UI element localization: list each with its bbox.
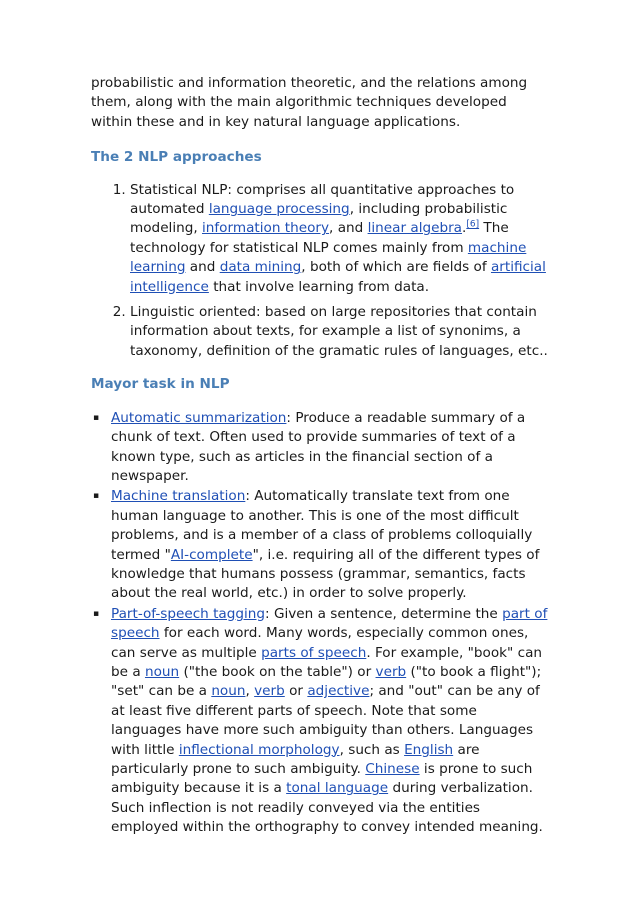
heading-major-tasks: Mayor task in NLP [91, 376, 230, 393]
text: , both of which are fields of [301, 259, 491, 276]
text: or [284, 683, 308, 700]
link-information-theory[interactable]: information theory [202, 220, 330, 237]
link-machine-translation[interactable]: Machine translation [111, 488, 246, 505]
link-part-of-speech[interactable]: part of speech [111, 605, 548, 642]
link-inflectional-morphology[interactable]: inflectional morphology [178, 741, 340, 758]
tasks-list [91, 409, 548, 838]
text: ", i.e. requiring all of the different types of knowledge that humans possess (grammar, semantics, facts about the real world, etc.) in order to solve properly. [111, 546, 540, 602]
link-artificial-intelligence[interactable]: artificial intelligence [130, 259, 546, 295]
text: is prone to such ambiguity because it is a [111, 761, 533, 797]
text: are particularly prone to such ambiguity. [111, 741, 480, 777]
link-tonal-language[interactable]: tonal language [286, 780, 389, 797]
link-parts-of-speech[interactable]: parts of speech [261, 644, 367, 661]
approach-linguistic [130, 303, 548, 361]
text: Linguistic oriented: based on large repositories that contain information about texts, for example a list of synonims, a taxonomy, definition of the gramatic rules of languages, etc.. [130, 304, 548, 359]
link-automatic-summarization[interactable]: Automatic summarization [111, 409, 287, 426]
text: during verbalization. Such inflection is not readily conveyed via the entities employed within the orthography to convey intended meaning. [111, 780, 543, 836]
task-automatic-summarization [93, 409, 548, 487]
text: ; and "out" can be any of at least five different parts of speech. Note that some languages have more such ambiguity than others. Languages with little [111, 683, 540, 758]
link-noun-2[interactable]: noun [211, 683, 246, 700]
square-bullet-icon: ▪ [93, 608, 100, 619]
text: , such as [339, 741, 405, 758]
link-part-of-speech-tagging[interactable]: Part-of-speech tagging [111, 605, 266, 622]
text: The technology for statistical NLP comes mainly from [130, 220, 509, 256]
text: . [462, 220, 467, 237]
square-bullet-icon: ▪ [93, 412, 100, 423]
text: . For example, "book" can be a [111, 644, 543, 680]
link-adjective[interactable]: adjective [307, 683, 370, 700]
text: , [245, 683, 255, 700]
text: , including probabilistic modeling, [130, 201, 508, 237]
text: and [185, 259, 220, 276]
task-machine-translation [93, 487, 548, 603]
link-chinese[interactable]: Chinese [365, 761, 420, 777]
square-bullet-icon: ▪ [93, 491, 100, 502]
link-machine-learning[interactable]: machine learning [130, 239, 527, 276]
task-part-of-speech-tagging [93, 605, 548, 838]
link-english[interactable]: English [404, 741, 454, 758]
link-noun[interactable]: noun [144, 663, 180, 680]
text: that involve learning from data. [208, 278, 430, 295]
text: ("to book a flight"); "set" can be a [111, 663, 542, 700]
link-verb-2[interactable]: verb [254, 683, 285, 700]
link-data-mining[interactable]: data mining [219, 259, 302, 276]
text: Statistical NLP: comprises all quantitative approaches to automated [130, 181, 515, 218]
text: ("the book on the table") or [179, 663, 376, 680]
citation-6-link[interactable]: [6] [466, 219, 480, 230]
text: for each word. Many words, especially common ones, can serve as multiple [111, 625, 529, 661]
approach-statistical [130, 181, 548, 297]
text: : Produce a readable summary of a chunk of text. Often used to provide summaries of text of a known type, such as articles in the financial section of a newspaper. [111, 409, 526, 484]
link-linear-algebra[interactable]: linear algebra [367, 220, 463, 237]
link-ai-complete[interactable]: AI-complete [170, 546, 253, 563]
link-language-processing[interactable]: language processing [208, 201, 350, 218]
text: : Automatically translate text from one human language to another. This is one of the most difficult problems, and is a member of a class of problems colloquially termed " [111, 488, 533, 563]
text: , and [329, 220, 368, 237]
heading-nlp-approaches: The 2 NLP approaches [91, 149, 262, 166]
text: : Given a sentence, determine the [265, 605, 503, 622]
approaches-list [91, 181, 548, 362]
intro-paragraph: probabilistic and information theoretic, and the relations among them, along with the main algorithmic techniques developed within these and in key natural language applications. [91, 75, 528, 130]
link-verb[interactable]: verb [375, 663, 407, 680]
